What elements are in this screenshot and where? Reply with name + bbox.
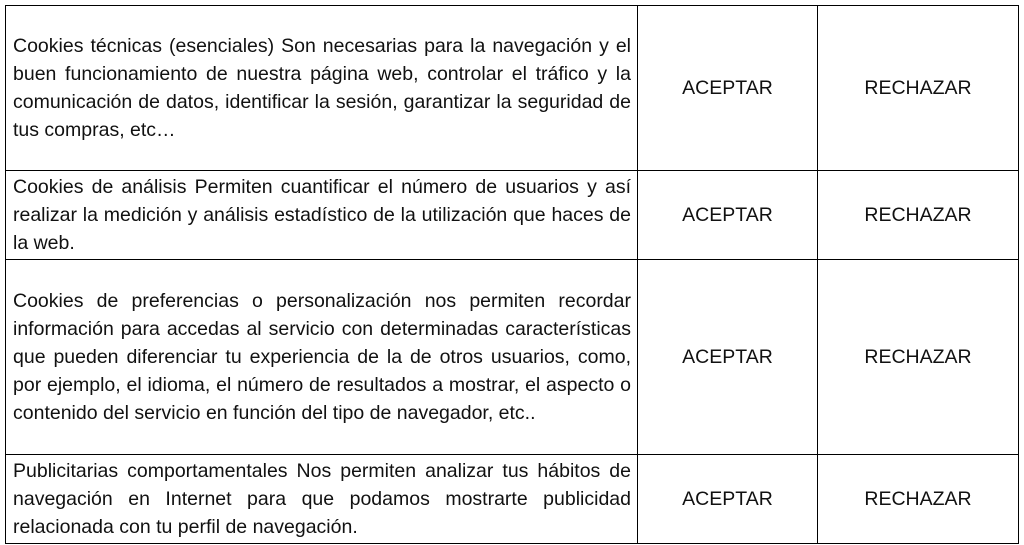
reject-button-analytics[interactable] — [818, 171, 1019, 260]
cookie-description-technical: Cookies técnicas (esenciales) Son necesarias para la navegación y el buen funcionamiento de nuestra página web, controlar el tráfico y la comunicación de datos, identificar la sesión, garantizar la seguridad de tus compras, etc… — [6, 6, 638, 171]
accept-label: ACEPTAR — [682, 487, 773, 510]
reject-label: RECHAZAR — [864, 203, 972, 226]
cookie-row-advertising — [6, 455, 1019, 544]
reject-button-preferences[interactable] — [818, 260, 1019, 455]
reject-button-advertising[interactable] — [818, 455, 1019, 544]
accept-button-advertising[interactable] — [638, 455, 818, 544]
accept-label: ACEPTAR — [682, 76, 773, 99]
accept-label: ACEPTAR — [682, 203, 773, 226]
reject-label: RECHAZAR — [864, 76, 972, 99]
cookie-description-analytics: Cookies de análisis Permiten cuantificar el número de usuarios y así realizar la medición y análisis estadístico de la utilización que haces de la web. — [6, 171, 638, 260]
accept-button-preferences[interactable] — [638, 260, 818, 455]
reject-label: RECHAZAR — [864, 487, 972, 510]
cookie-row-preferences — [6, 260, 1019, 455]
accept-button-analytics[interactable] — [638, 171, 818, 260]
reject-label: RECHAZAR — [864, 345, 972, 368]
cookie-row-analytics — [6, 171, 1019, 260]
reject-button-technical[interactable] — [818, 6, 1019, 171]
cookie-description-advertising: Publicitarias comportamentales Nos permiten analizar tus hábitos de navegación en Internet para que podamos mostrarte publicidad relacionada con tu perfil de navegación. — [6, 455, 638, 544]
cookie-consent-table — [5, 5, 1019, 544]
accept-label: ACEPTAR — [682, 345, 773, 368]
cookie-row-technical — [6, 6, 1019, 171]
cookie-description-preferences: Cookies de preferencias o personalización nos permiten recordar información para accedas al servicio con determinadas características que pueden diferenciar tu experiencia de la de otros usuarios, como, por ejemplo, el idioma, el número de resultados a mostrar, el aspecto o contenido del servicio en función del tipo de navegador, etc.. — [6, 260, 638, 455]
accept-button-technical[interactable] — [638, 6, 818, 171]
